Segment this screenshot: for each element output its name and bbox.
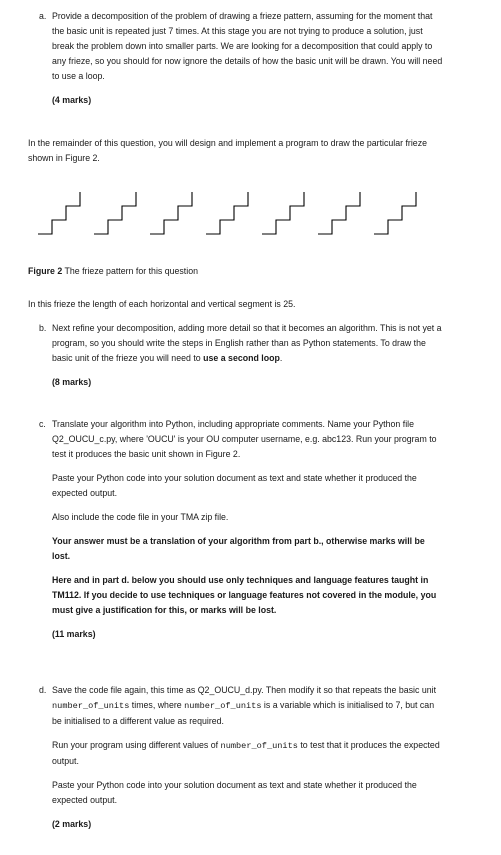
frieze-unit <box>318 192 360 234</box>
part-c-para-4: Your answer must be a translation of your algorithm from part b., otherwise marks will be lost. <box>52 536 425 561</box>
part-d-p2-b: to test that it produces the expected output. <box>52 740 440 766</box>
part-c <box>39 417 444 642</box>
code-number-of-units-3: number_of_units <box>220 741 298 751</box>
part-b-text-2: . <box>279 353 283 363</box>
part-a-letter: a. <box>39 11 47 21</box>
figure-caption-label: Figure 2 <box>28 266 63 276</box>
part-c-para-1: Translate your algorithm into Python, including appropriate comments. Name your Python file Q2_OUCU_c.py, where 'OUCU' is your OU computer username, e.g. abc123. Run your program to test it produces the basic unit shown in Figure 2. <box>52 419 437 459</box>
frieze-figure <box>28 186 438 246</box>
part-c-para-5: Here and in part d. below you should use only techniques and language features taught in TM112. If you decide to use techniques or language features not covered in the module, you must give a justification for this, or marks will be lost. <box>52 575 437 615</box>
part-b-bold-text: use a second loop <box>203 353 280 363</box>
frieze-unit <box>94 192 136 234</box>
frieze-unit <box>374 192 416 234</box>
part-b-text <box>52 321 444 366</box>
part-c-para-3: Also include the code file in your TMA zip file. <box>52 512 229 522</box>
intro-text: In the remainder of this question, you will design and implement a program to draw the particular frieze shown in Figure 2. <box>28 138 427 163</box>
part-a <box>39 9 444 108</box>
part-a-text: Provide a decomposition of the problem of drawing a frieze pattern, assuming for the moment that the basic unit is repeated just 7 times. At this stage you are not trying to produce a solution, just break the problem down into smaller parts. We are looking for a decomposition that could apply to any frieze, so you should for now ignore the details of how the basic unit will be drawn. You will need to use a loop. <box>52 11 443 81</box>
part-b-marks: (8 marks) <box>52 377 92 387</box>
part-d <box>39 683 444 832</box>
part-d-p1-a: Save the code file again, this time as Q2_OUCU_d.py. Then modify it so that repeats the basic unit <box>52 685 437 695</box>
frieze-unit <box>262 192 304 234</box>
code-number-of-units-2: number_of_units <box>184 701 262 711</box>
figure-caption-text: The frieze pattern for this question <box>62 266 198 276</box>
part-d-p1-b: times, where <box>129 700 185 710</box>
part-b-text-1: Next refine your decomposition, adding more detail so that it becomes an algorithm. This is not yet a program, so you should write the steps in English rather than as Python statements. To draw the basic unit of the frieze you will need to <box>52 323 442 363</box>
figure-caption <box>28 264 198 279</box>
code-number-of-units-1: number_of_units <box>52 701 130 711</box>
frieze-unit <box>206 192 248 234</box>
part-d-p2-a: Run your program using different values of <box>52 740 221 750</box>
part-d-para-1 <box>52 683 444 729</box>
frieze-unit <box>38 192 80 234</box>
part-c-marks: (11 marks) <box>52 629 96 639</box>
part-d-letter: d. <box>39 685 47 695</box>
part-b <box>39 321 444 390</box>
part-c-para-2: Paste your Python code into your solution document as text and state whether it produced the expected output. <box>52 473 417 498</box>
part-d-para-2 <box>52 738 444 769</box>
frieze-unit <box>150 192 192 234</box>
part-b-letter: b. <box>39 323 47 333</box>
part-a-marks: (4 marks) <box>52 95 92 105</box>
frieze-pattern <box>38 192 416 234</box>
part-d-p1-c: is a variable which is initialised to 7, but can be initialised to a different value as required. <box>52 700 435 726</box>
part-d-para-3: Paste your Python code into your solution document as text and state whether it produced the expected output. <box>52 780 417 805</box>
part-c-letter: c. <box>39 419 46 429</box>
part-d-marks: (2 marks) <box>52 819 92 829</box>
segment-note: In this frieze the length of each horizontal and vertical segment is 25. <box>28 299 296 309</box>
